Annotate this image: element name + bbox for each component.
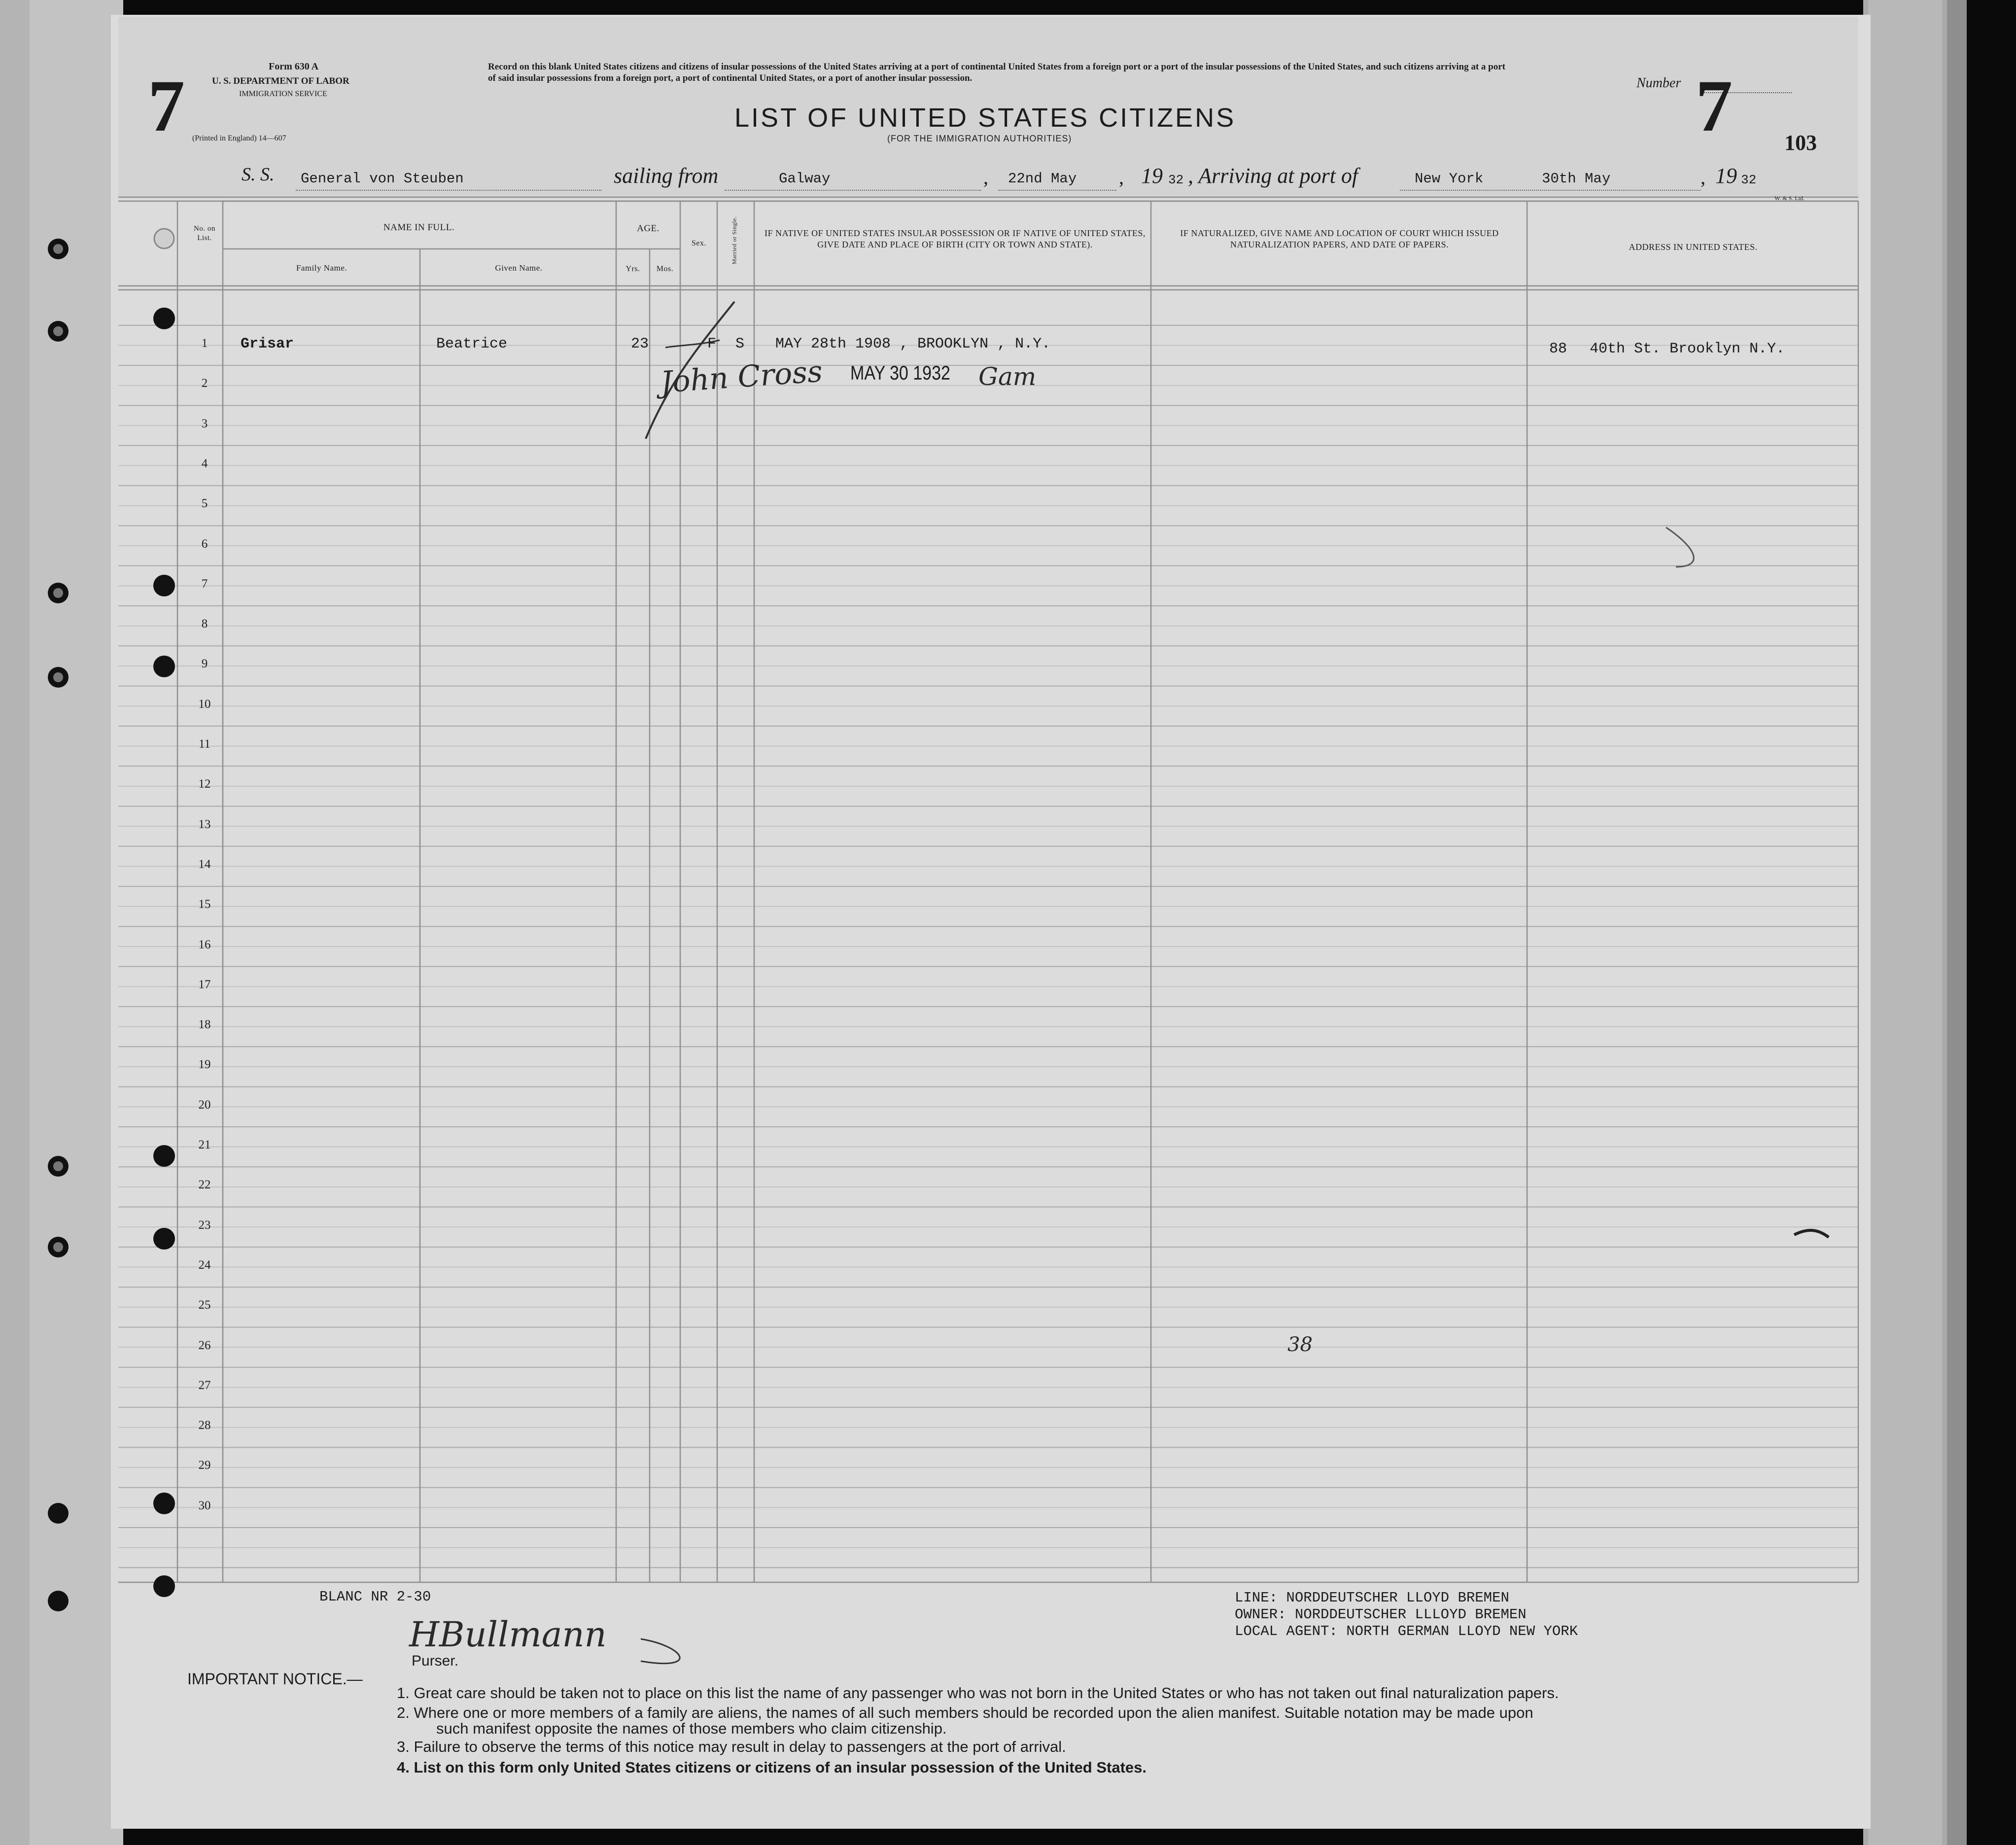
row-number: 21 <box>198 1138 211 1151</box>
row-number: 9 <box>201 657 208 671</box>
margin-mark: 38 <box>1287 1333 1313 1356</box>
row-number: 3 <box>201 417 208 430</box>
record-note: Record on this blank United States citizens and citizens of insular possessions of the United States arriving at a port of continental United States from a foreign port or a port of the insular possessions of the United States, and such citizens arriving at a port of said insular possessions from a foreign port, a port of continental United States, or a port of another insular possession. <box>488 62 1505 83</box>
row-number: 23 <box>198 1218 211 1232</box>
comma-2: , <box>1119 166 1124 188</box>
purser-signature: HBullmann <box>409 1614 607 1655</box>
row-number: 25 <box>198 1298 211 1312</box>
entry-given-name: Beatrice <box>436 336 508 352</box>
comma-3: , <box>1701 166 1705 188</box>
owner-info: OWNER: NORDDEUTSCHER LLLOYD BREMEN <box>1235 1606 1527 1623</box>
header-name-in-full: NAME IN FULL. <box>383 222 455 233</box>
row-number: 6 <box>201 537 208 551</box>
service: IMMIGRATION SERVICE <box>239 90 327 98</box>
comma-1: , <box>983 166 988 188</box>
printer-mark: W. & S. Ltd. <box>1774 195 1805 202</box>
header-address: ADDRESS IN UNITED STATES. <box>1629 242 1758 252</box>
arrival-underline <box>1400 190 1701 191</box>
important-notice-label: IMPORTANT NOTICE.— <box>187 1670 363 1688</box>
header-birth-place: IF NATIVE OF UNITED STATES INSULAR POSSESSION OR IF NATIVE OF UNITED STATES, GIVE DATE AND PLACE OF BIRTH (CITY OR TOWN AND STATE). <box>765 228 1146 249</box>
notice-item-4: 4. List on this form only United States citizens or citizens of an insular possession of the United States. <box>397 1759 1147 1776</box>
header-mos: Mos. <box>656 265 674 273</box>
header-married-single: Married or Single. <box>730 216 738 265</box>
row-number: 10 <box>198 697 211 711</box>
row-number: 20 <box>198 1098 211 1112</box>
port-arrival: New York <box>1415 171 1484 187</box>
row-number: 1 <box>201 337 208 350</box>
year-suffix-1: 32 <box>1168 173 1184 187</box>
row-number: 17 <box>198 977 211 991</box>
row-number: 18 <box>198 1018 211 1032</box>
printed-note: (Printed in England) 14—607 <box>192 134 286 142</box>
stamp-initials: Gam <box>978 362 1037 391</box>
row-number: 27 <box>198 1378 211 1392</box>
date-sailed: 22nd May <box>1008 171 1077 187</box>
row-number: 5 <box>201 497 208 511</box>
local-agent-info: LOCAL AGENT: NORTH GERMAN LLOYD NEW YORK <box>1235 1623 1578 1639</box>
row-number: 26 <box>198 1338 211 1352</box>
line-info: LINE: NORDDEUTSCHER LLOYD BREMEN <box>1235 1590 1509 1606</box>
row-number: 22 <box>198 1178 211 1192</box>
row-number: 16 <box>198 938 211 951</box>
entry-status: S <box>735 336 745 352</box>
row-number: 8 <box>201 617 208 631</box>
ship-underline <box>296 190 601 191</box>
row-number: 2 <box>201 377 208 390</box>
page-subtitle: (FOR THE IMMIGRATION AUTHORITIES) <box>887 134 1072 143</box>
row-number: 13 <box>198 817 211 831</box>
date-sailed-underline <box>998 190 1116 191</box>
entry-address-street: 40th St. Brooklyn N.Y. <box>1590 341 1785 357</box>
header-naturalized: IF NATURALIZED, GIVE NAME AND LOCATION OF COURT WHICH ISSUED NATURALIZATION PAPERS, AND DATE OF PAPERS. <box>1180 228 1499 249</box>
arriving-label: , Arriving at port of <box>1188 164 1358 188</box>
form-id: Form 630 A <box>269 61 319 72</box>
row-number: 29 <box>198 1459 211 1472</box>
header-yrs: Yrs. <box>626 265 640 273</box>
entry-birth: MAY 28th 1908 , BROOKLYN , N.Y. <box>775 336 1051 352</box>
row-number: 14 <box>198 857 211 871</box>
notice-item-2a: 2. Where one or more members of a family are aliens, the names of all such members should be recorded upon the alien manifest. Suitable notation may be made upon <box>397 1704 1533 1721</box>
notice-item-2b: such manifest opposite the names of those members who claim citizenship. <box>436 1720 947 1737</box>
header-given-name: Given Name. <box>495 263 543 273</box>
manifest-number: 7 <box>1696 65 1733 147</box>
row-number: 30 <box>198 1498 211 1512</box>
entry-address-number: 88 <box>1549 341 1567 357</box>
header-sex: Sex. <box>692 239 706 247</box>
blanc-nr: BLANC NR 2-30 <box>319 1589 431 1605</box>
year-prefix-1: 19 <box>1141 164 1163 188</box>
row-number: 7 <box>201 577 208 591</box>
row-number: 15 <box>198 898 211 911</box>
notice-item-3: 3. Failure to observe the terms of this notice may result in delay to passengers at the port of arrival. <box>397 1738 1066 1755</box>
row-number: 19 <box>198 1058 211 1072</box>
date-arrived: 30th May <box>1542 171 1611 187</box>
ship-name: General von Steuben <box>301 171 464 187</box>
row-number: 4 <box>201 456 208 470</box>
header-age: AGE. <box>637 223 660 234</box>
header-family-name: Family Name. <box>296 263 348 273</box>
entry-family-name: Grisar <box>241 336 294 352</box>
row-number: 24 <box>198 1258 211 1272</box>
sailing-from-label: sailing from <box>614 164 719 188</box>
purser-label: Purser. <box>412 1653 459 1669</box>
inspector-signature: John Cross <box>659 354 824 400</box>
arrival-stamp-date: MAY 30 1932 <box>850 362 950 384</box>
year-prefix-2: 19 <box>1715 164 1737 188</box>
page-number: 103 <box>1784 131 1817 155</box>
entry-age-years: 23 <box>631 336 649 352</box>
department: U. S. DEPARTMENT OF LABOR <box>212 76 349 86</box>
port-from-underline <box>725 190 981 191</box>
notice-item-1: 1. Great care should be taken not to place on this list the name of any passenger who was not born in the United States or who has not taken out final naturalization papers. <box>397 1684 1559 1702</box>
header-no-on-list: No. on List. <box>194 225 215 242</box>
entry-sex: F <box>707 336 717 352</box>
number-label: Number <box>1636 75 1681 91</box>
page-title: LIST OF UNITED STATES CITIZENS <box>734 103 1236 133</box>
ss-label: S. S. <box>242 164 275 185</box>
port-from: Galway <box>779 171 831 187</box>
row-number: 28 <box>198 1419 211 1432</box>
year-suffix-2: 32 <box>1741 173 1757 187</box>
corner-number-left: 7 <box>148 65 185 147</box>
row-number: 11 <box>198 737 211 751</box>
row-number: 12 <box>198 777 211 791</box>
